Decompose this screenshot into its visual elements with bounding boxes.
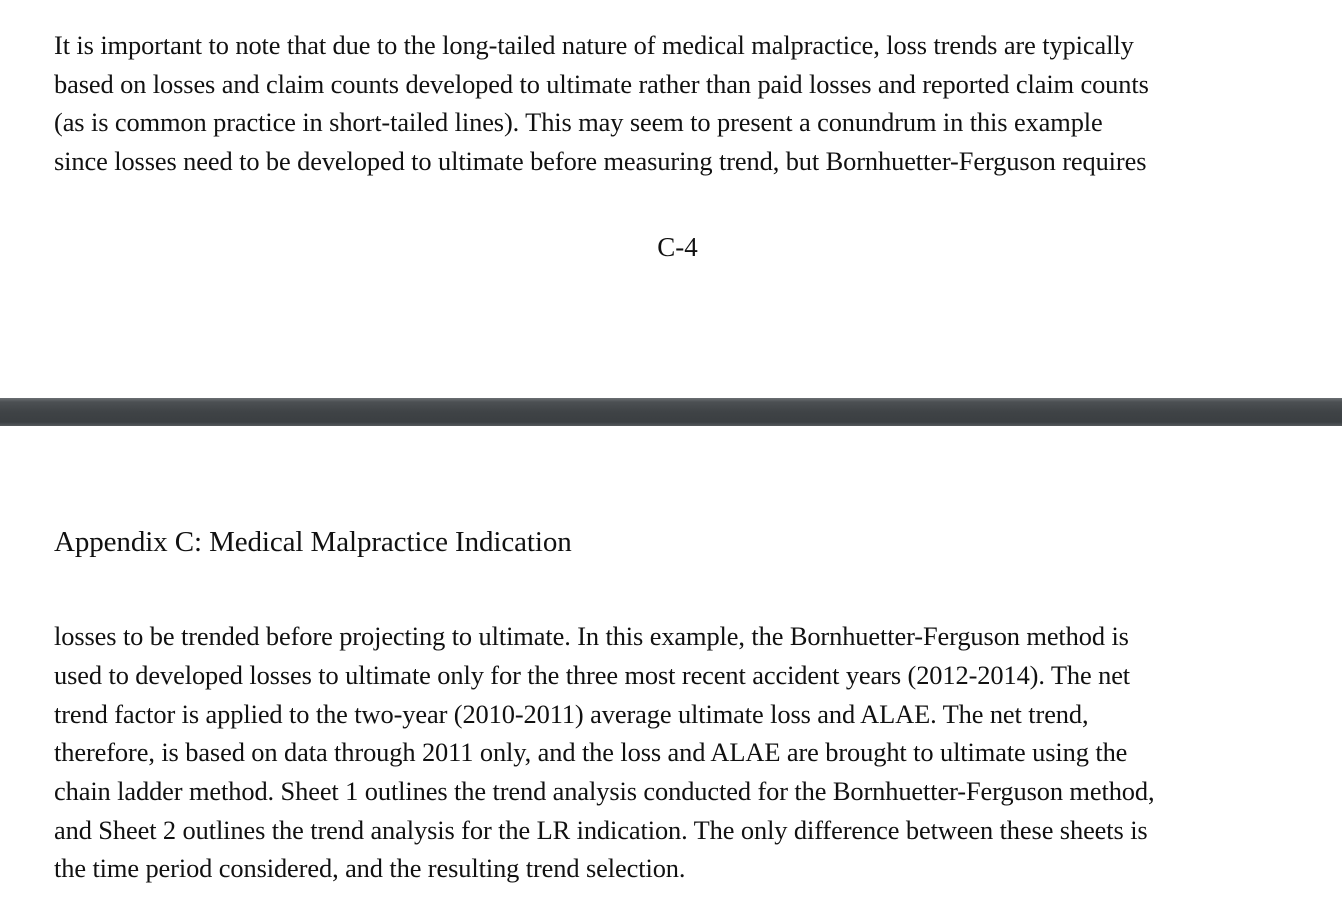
paragraph-line-2: based on losses and claim counts developed to ultimate rather than paid losses and reported claim counts <box>54 68 1149 99</box>
page-break-divider <box>0 398 1342 426</box>
paragraph-line-10: and Sheet 2 outlines the trend analysis for the LR indication. The only difference between these sheets is <box>54 814 1148 845</box>
paragraph-line-1: It is important to note that due to the long-tailed nature of medical malpractice, loss trends are typically <box>54 30 1134 60</box>
paragraph-line-4: since losses need to be developed to ultimate before measuring trend, but Bornhuetter-Ferguson requires <box>54 145 1147 176</box>
paragraph-line-3: (as is common practice in short-tailed lines). This may seem to present a conundrum in this example <box>54 107 1103 137</box>
paragraph-line-8: therefore, is based on data through 2011 only, and the loss and ALAE are brought to ultimate using the <box>54 737 1128 767</box>
paragraph-line-6: used to developed losses to ultimate only for the three most recent accident years (2012-2014). The net <box>54 659 1131 690</box>
paragraph-line-11: the time period considered, and the resulting trend selection. <box>54 853 686 883</box>
paragraph-line-7: trend factor is applied to the two-year (2010-2011) average ultimate loss and ALAE. The net trend, <box>54 698 1089 729</box>
page-heading: Appendix C: Medical Malpractice Indication <box>54 526 572 558</box>
page-c4 <box>0 0 1342 398</box>
paragraph-line-5: losses to be trended before projecting to ultimate. In this example, the Bornhuetter-Ferguson method is <box>54 621 1129 651</box>
page-number: C-4 <box>657 232 698 262</box>
paragraph-line-9: chain ladder method. Sheet 1 outlines the trend analysis conducted for the Bornhuetter-Ferguson method, <box>54 776 1155 806</box>
